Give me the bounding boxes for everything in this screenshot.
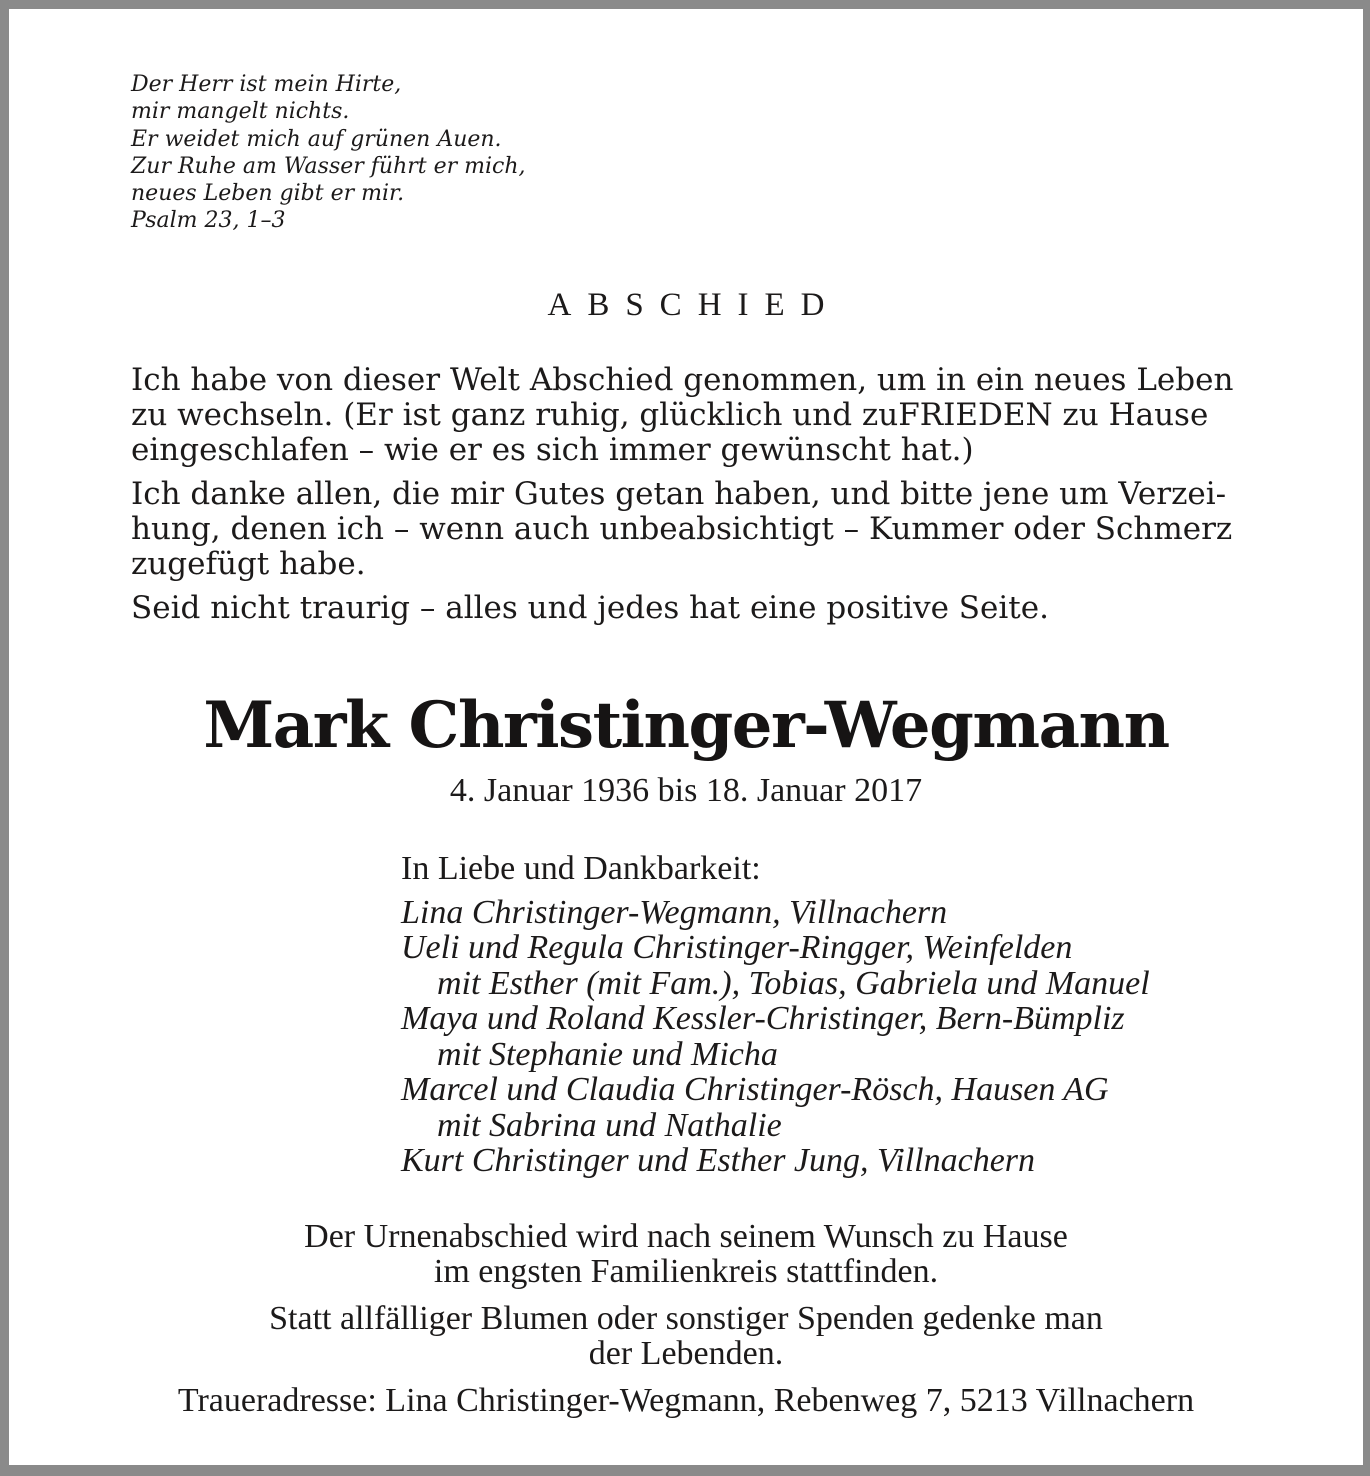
farewell-paragraph — [131, 363, 1241, 468]
mourner-line: Kurt Christinger und Esther Jung, Villnachern — [401, 1142, 1036, 1179]
text-line: zugefügt habe. — [131, 546, 366, 582]
text-line: Der Urnenabschied wird nach seinem Wunsch zu Hause — [304, 1218, 1068, 1255]
mourners-intro: In Liebe und Dankbarkeit: — [401, 850, 761, 887]
mourner-line: Maya und Roland Kessler-Christinger, Bern-Bümpliz — [401, 1000, 1125, 1037]
mourner-subline: mit Stephanie und Micha — [437, 1035, 778, 1073]
mourner-line: Lina Christinger-Wegmann, Villnachern — [401, 893, 948, 931]
mourner-subline: mit Esther (mit Fam.), Tobias, Gabriela und Manuel — [437, 964, 1150, 1002]
farewell-paragraph — [131, 477, 1241, 582]
deceased-name: Mark Christinger-Wegmann — [203, 688, 1169, 763]
farewell-paragraph — [131, 591, 1241, 626]
mourners-list — [401, 851, 1150, 1179]
mourner-line: Marcel und Claudia Christinger-Rösch, Hausen AG — [401, 1071, 1109, 1108]
psalm-line: Zur Ruhe am Wasser führt er mich, — [131, 153, 526, 179]
closing-notes — [9, 1219, 1363, 1430]
psalm-line: mir mangelt nichts. — [131, 99, 350, 125]
life-dates: 4. Januar 1936 bis 18. Januar 2017 — [449, 772, 923, 809]
text-line: Statt allfälliger Blumen oder sonstiger Spenden gedenke man — [269, 1300, 1103, 1337]
text-line: eingeschlafen – wie er es sich immer gewünscht hat.) — [131, 432, 974, 468]
text-line: im engsten Familienkreis stattfinden. — [433, 1253, 939, 1290]
text-line: zu wechseln. (Er ist ganz ruhig, glücklich und zuFRIEDEN zu Hause — [131, 397, 1209, 433]
psalm-quote — [131, 71, 526, 235]
text-line: Ich habe von dieser Welt Abschied genommen, um in ein neues Leben — [131, 362, 1234, 398]
section-heading: ABSCHIED — [547, 287, 841, 323]
psalm-reference: Psalm 23, 1–3 — [131, 208, 286, 234]
text-line: Seid nicht traurig – alles und jedes hat eine positive Seite. — [131, 590, 1049, 626]
psalm-line: Er weidet mich auf grünen Auen. — [131, 126, 502, 152]
mourning-address — [9, 1383, 1363, 1418]
text-line: der Lebenden. — [588, 1335, 784, 1372]
farewell-text — [131, 363, 1241, 635]
mourner-subline: mit Sabrina und Nathalie — [437, 1106, 782, 1144]
text-line: Traueradresse: Lina Christinger-Wegmann, Rebenweg 7, 5213 Villnachern — [177, 1382, 1195, 1419]
mourner-line: Ueli und Regula Christinger-Ringger, Weinfelden — [401, 929, 1073, 966]
donation-note — [9, 1301, 1363, 1371]
text-line: Ich danke allen, die mir Gutes getan haben, und bitte jene um Verzei- — [131, 476, 1227, 512]
ceremony-note — [9, 1219, 1363, 1289]
psalm-line: Der Herr ist mein Hirte, — [131, 72, 402, 97]
psalm-line: neues Leben gibt er mir. — [131, 181, 405, 207]
text-line: hung, denen ich – wenn auch unbeabsichtigt – Kummer oder Schmerz — [131, 511, 1233, 547]
obituary-sheet — [9, 9, 1363, 1465]
